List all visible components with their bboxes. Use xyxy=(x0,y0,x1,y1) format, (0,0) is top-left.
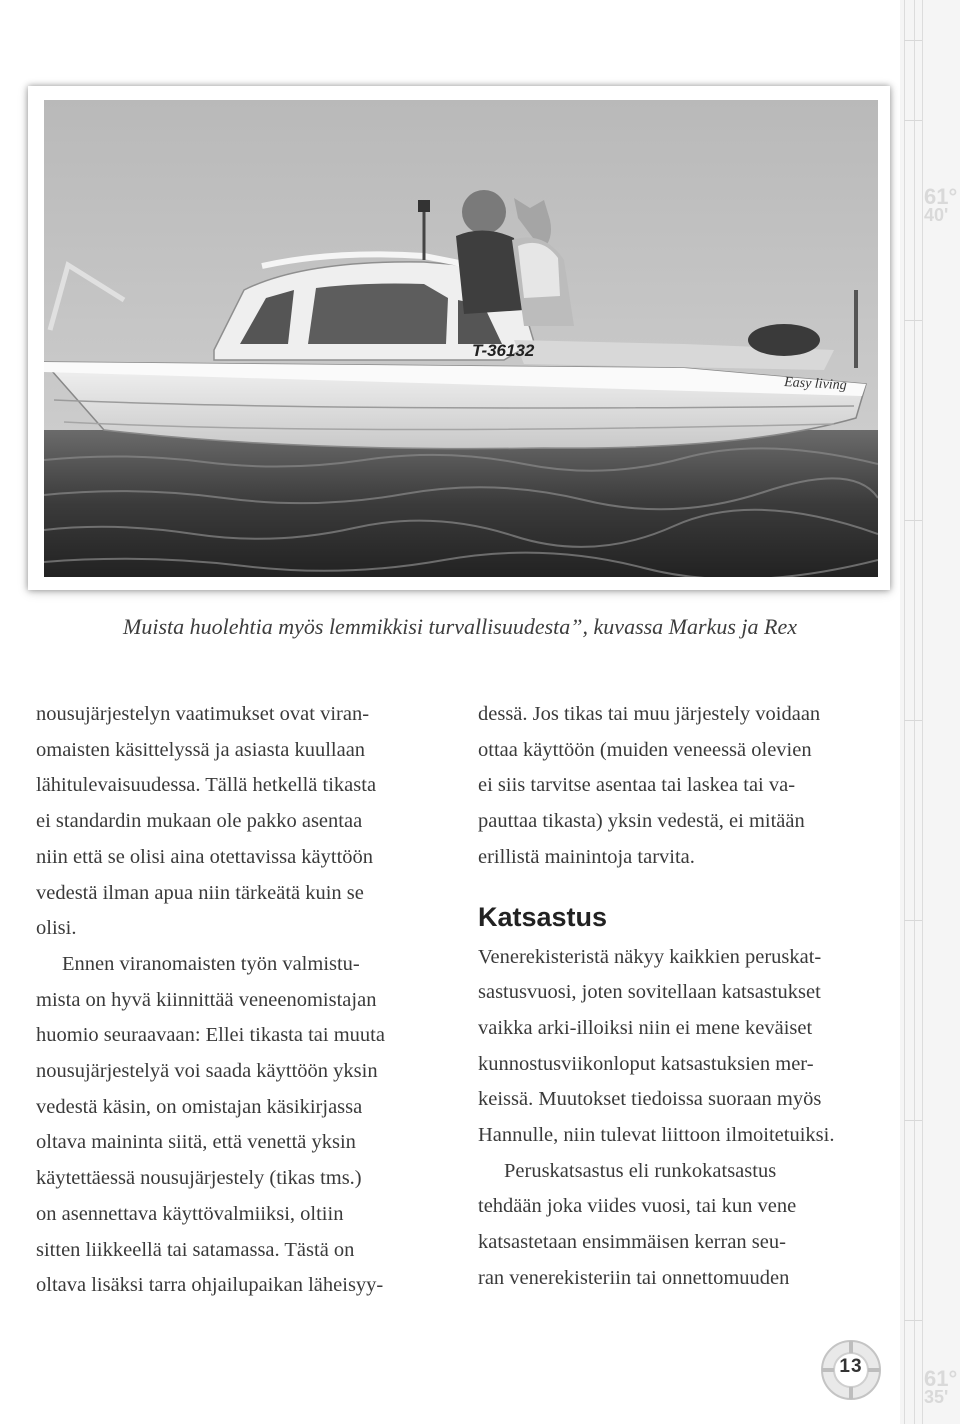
right-paragraph-2 xyxy=(478,940,898,1154)
latitude-top-degrees: 61° xyxy=(924,184,958,209)
text-line: tehdään joka viides vuosi, tai kun vene xyxy=(478,1195,797,1218)
text-line: sastusvuosi, joten sovitellaan katsastukset xyxy=(478,981,821,1004)
boat-registration: T-36132 xyxy=(472,341,535,360)
text-line: Hannulle, niin tulevat liittoon ilmoitetuiksi. xyxy=(478,1124,835,1147)
text-line: erillistä mainintoja tarvita. xyxy=(478,845,695,868)
text-line: ei standardin mukaan ole pakko asentaa xyxy=(36,810,363,833)
text-line: lähitulevaisuudessa. Tällä hetkellä tikasta xyxy=(36,774,377,797)
text-line: kunnostusviikonloput katsastuksien mer- xyxy=(478,1052,814,1075)
text-line: on asennettava käyttövalmiiksi, oltiin xyxy=(36,1202,344,1225)
boat-name: Easy living xyxy=(783,375,848,394)
text-line: ran venerekisteriin tai onnettomuuden xyxy=(478,1266,790,1289)
text-line: Venerekisteristä näkyy kaikkien peruskat- xyxy=(478,945,822,968)
text-line: sitten liikkeellä tai satamassa. Tästä on xyxy=(36,1238,355,1261)
left-paragraph-2 xyxy=(36,947,456,1304)
text-line: katsastetaan ensimmäisen kerran seu- xyxy=(478,1231,786,1254)
latitude-top-minutes: 40' xyxy=(924,205,949,225)
text-line: käytettäessä nousujärjestely (tikas tms.) xyxy=(36,1167,362,1190)
right-paragraph-1 xyxy=(478,697,898,876)
text-line: keissä. Muutokset tiedoissa suoraan myös xyxy=(478,1088,822,1111)
text-line: oltava maininta siitä, että venettä yksin xyxy=(36,1131,356,1154)
text-line: omaisten käsittelyssä ja asiasta kuullaan xyxy=(36,738,366,761)
text-line: oltava lisäksi tarra ohjailupaikan läheisyy- xyxy=(36,1274,384,1297)
latitude-top xyxy=(924,186,957,224)
photo-caption: Muista huolehtia myös lemmikkisi turvallisuudesta”, kuvassa Markus ja Rex xyxy=(123,614,797,639)
text-line: olisi. xyxy=(36,917,77,940)
text-line: ei siis tarvitse asentaa tai laskea tai va- xyxy=(478,774,796,797)
right-paragraph-3 xyxy=(478,1154,898,1297)
text-line: vedestä käsin, on omistajan käsikirjassa xyxy=(36,1095,363,1118)
text-line: Ennen viranomaisten työn valmistu- xyxy=(62,952,360,975)
text-line: nousujärjestelyn vaatimukset ovat viran- xyxy=(36,703,370,725)
text-line: vedestä ilman apua niin tärkeätä kuin se xyxy=(36,881,364,904)
right-column xyxy=(478,697,898,1297)
text-line: Peruskatsastus eli runkokatsastus xyxy=(504,1159,777,1182)
boat-photo xyxy=(44,100,878,577)
text-line: huomio seuraavaan: Ellei tikasta tai muuta xyxy=(36,1024,385,1047)
text-line: niin että se olisi aina otettavissa käyttöön xyxy=(36,845,374,868)
text-line: vaikka arki-illoiksi niin ei mene keväiset xyxy=(478,1016,813,1039)
text-line: nousujärjestelyä voi saada käyttöön yksin xyxy=(36,1060,378,1083)
text-line: mista on hyvä kiinnittää veneenomistajan xyxy=(36,988,377,1011)
latitude-bottom-degrees: 61° xyxy=(924,1366,958,1391)
photo-frame xyxy=(28,86,890,590)
section-heading: Katsastus xyxy=(478,901,608,932)
text-line: dessä. Jos tikas tai muu järjestely voidaan xyxy=(478,703,821,725)
latitude-bottom xyxy=(924,1368,957,1406)
latitude-bottom-minutes: 35' xyxy=(924,1387,949,1407)
text-line: ottaa käyttöön (muiden veneessä olevien xyxy=(478,738,812,761)
page-number: 13 xyxy=(839,1356,863,1377)
left-column xyxy=(36,697,456,1304)
left-paragraph-1 xyxy=(36,697,456,947)
text-line: pauttaa tikasta) yksin vedestä, ei mitään xyxy=(478,810,805,833)
